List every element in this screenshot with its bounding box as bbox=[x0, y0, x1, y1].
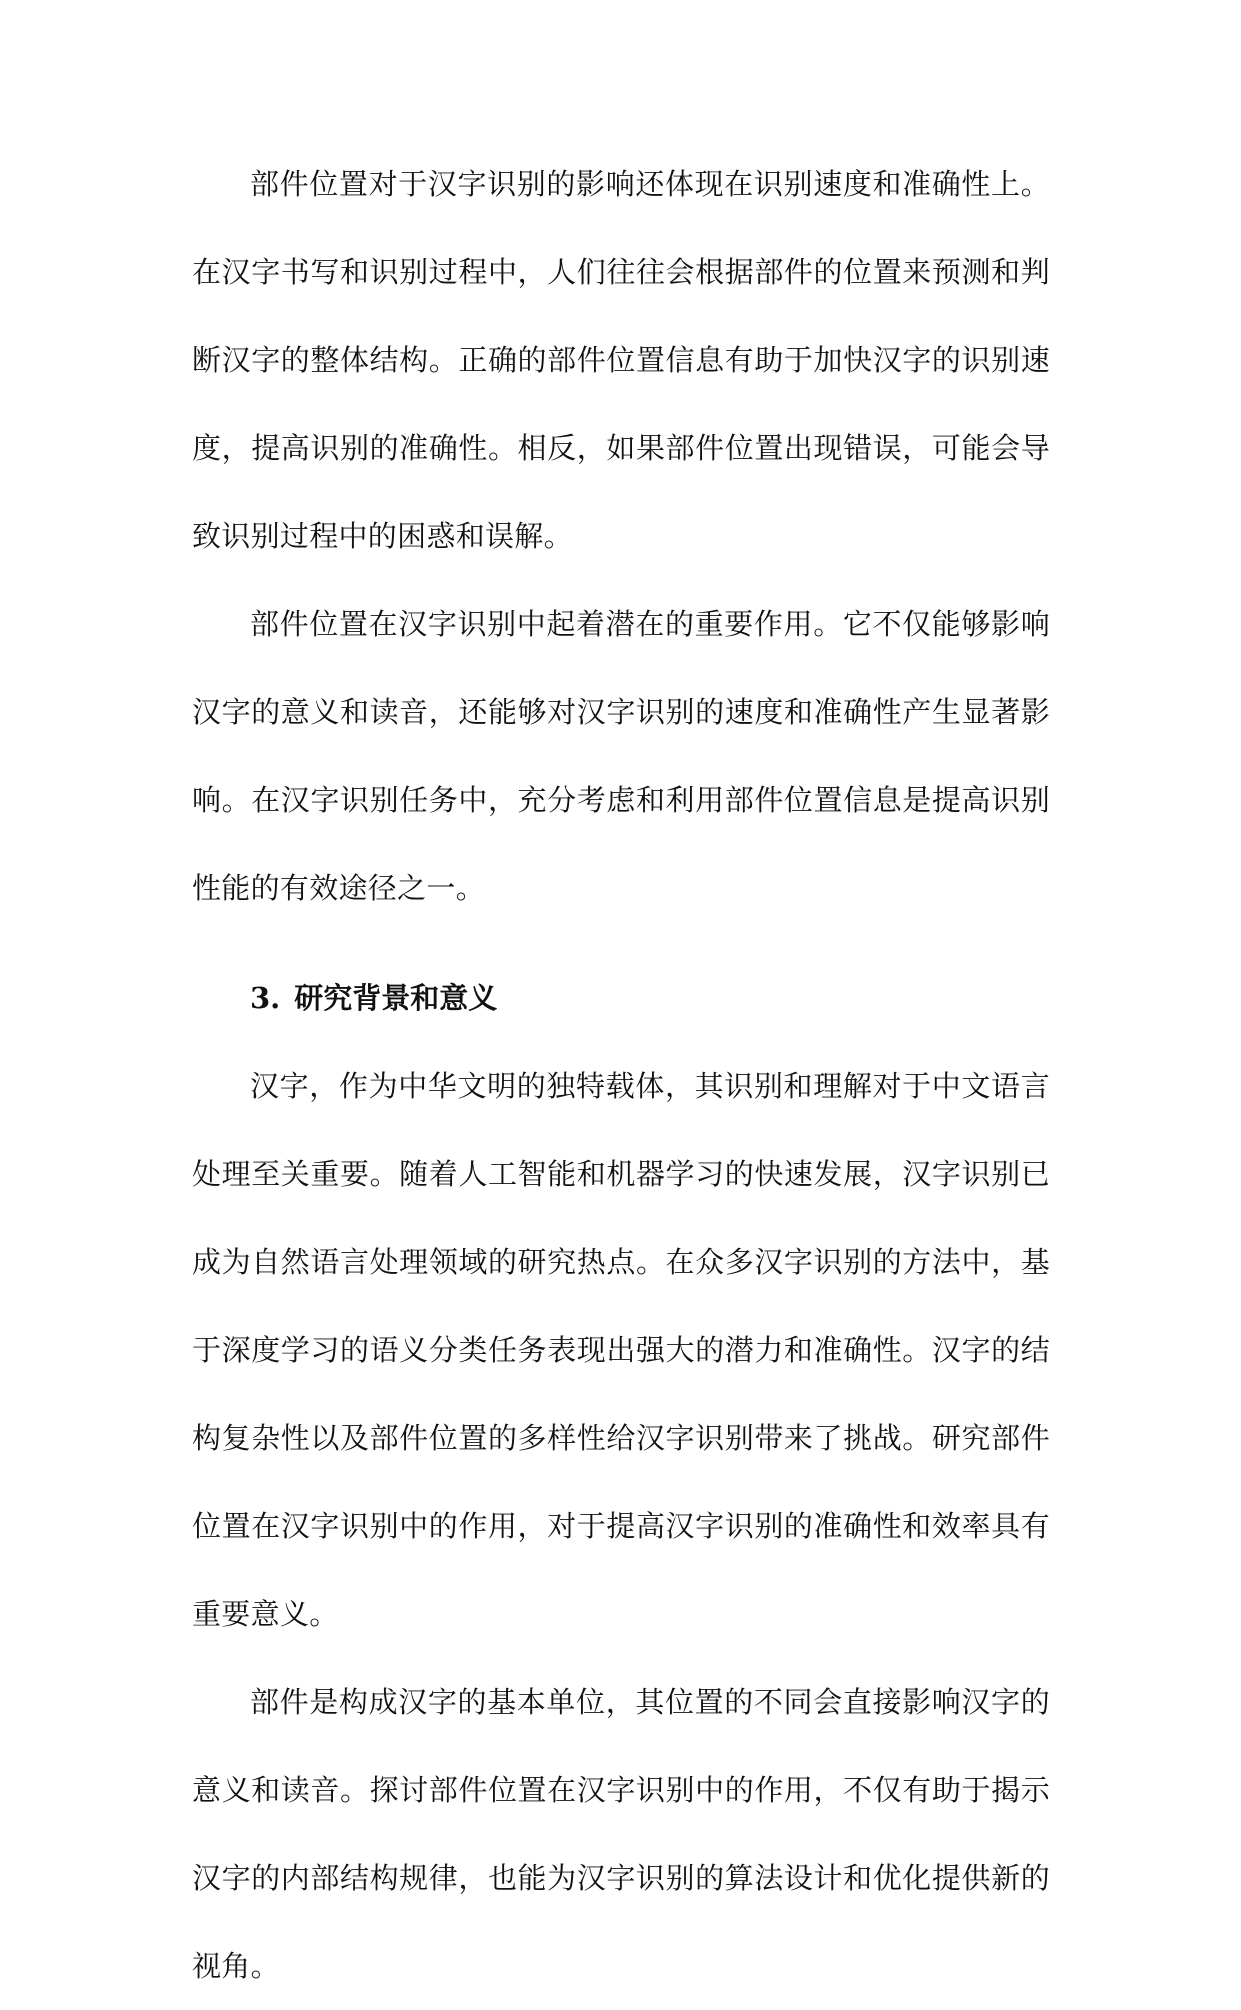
section-title: 研究背景和意义 bbox=[294, 981, 498, 1015]
paragraph-component-position-speed: 部件位置对于汉字识别的影响还体现在识别速度和准确性上。在汉字书写和识别过程中，人们往往会根据部件的位置来预测和判断汉字的整体结构。正确的部件位置信息有助于加快汉字的识别速度，提高识别的准确性。相反，如果部件位置出现错误，可能会导致识别过程中的困惑和误解。 bbox=[192, 167, 1050, 553]
section-heading bbox=[192, 954, 1050, 1042]
document-page bbox=[192, 140, 1050, 2010]
paragraph-research-significance: 部件是构成汉字的基本单位，其位置的不同会直接影响汉字的意义和读音。探讨部件位置在汉字识别中的作用，不仅有助于揭示汉字的内部结构规律，也能为汉字识别的算法设计和优化提供新的视角。 bbox=[192, 1685, 1050, 1983]
paragraph-component-position-role: 部件位置在汉字识别中起着潜在的重要作用。它不仅能够影响汉字的意义和读音，还能够对汉字识别的速度和准确性产生显著影响。在汉字识别任务中，充分考虑和利用部件位置信息是提高识别性能的有效途径之一。 bbox=[192, 607, 1050, 905]
section-number: 3. bbox=[250, 981, 281, 1015]
paragraph-research-background: 汉字，作为中华文明的独特载体，其识别和理解对于中文语言处理至关重要。随着人工智能和机器学习的快速发展，汉字识别已成为自然语言处理领域的研究热点。在众多汉字识别的方法中，基于深度学习的语义分类任务表现出强大的潜力和准确性。汉字的结构复杂性以及部件位置的多样性给汉字识别带来了挑战。研究部件位置在汉字识别中的作用，对于提高汉字识别的准确性和效率具有重要意义。 bbox=[192, 1069, 1050, 1631]
